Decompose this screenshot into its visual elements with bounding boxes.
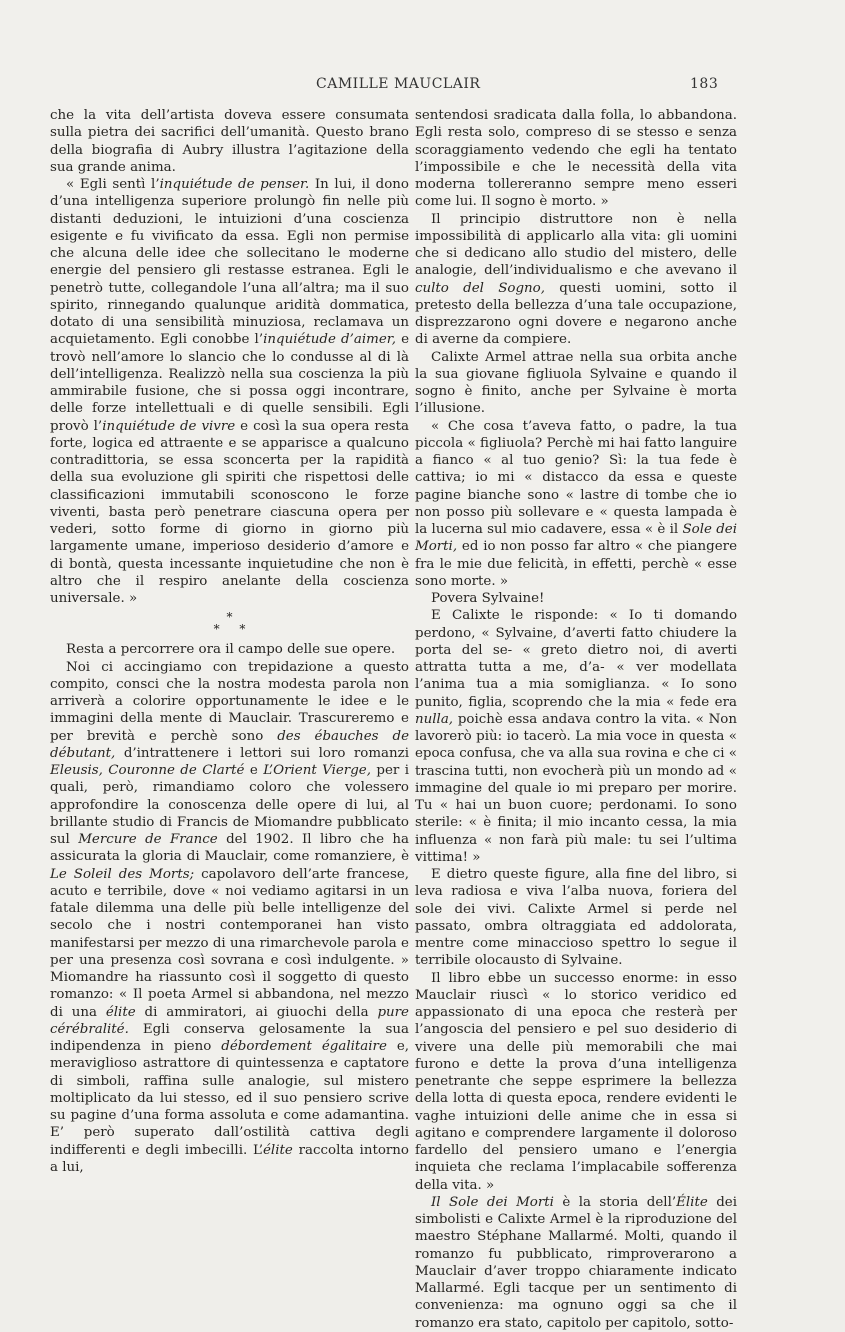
divider-star-top: * (226, 610, 233, 625)
section-divider (50, 611, 409, 635)
paragraph: Il libro ebbe un successo enorme: in esso Mauclair riuscì « lo storico veridico ed appassionato di una epoca che resterà per l’angoscia del pensiero e pel suo desiderio di vivere una delle più memorabili che mai furono e dette la prova d’una intelligenza penetrante che seppe esprimere la bellezza della lotta di questa epoca, rendere evidenti le vaghe intuizioni delle anime che in essa si agitano e comprendere largamente il doloroso fardello del pensiero umano e l’energia inquieta che reclama l’implacabile sofferenza della vita. » (415, 970, 737, 1193)
running-title: CAMILLE MAUCLAIR (316, 76, 481, 92)
divider-stars-bottom: * * (213, 622, 254, 637)
quotation: « Che cosa t’aveva fatto, o padre, la tua piccola « figliuola? Perchè mi hai fatto languire a fianco « al tuo genio? Sì: la tua fede è cattiva; io mi « distacco da essa e queste pagine bianche sono « lastre di tombe che io non posso più sollevare e « questa lampada è la lucerna sul mio cadavere, essa « è il Sole dei Morti, ed io non posso far altro « che piangere fra le mie due felicità, in effetti, perchè « esse sono morte. » (415, 418, 737, 589)
paragraph: Noi ci accingiamo con trepidazione a questo compito, consci che la nostra modesta parola non arriverà a colorire opportunamente le idee e le immagini della mente di Mauclair. Trascureremo e per brevità e perchè sono des ébauches de débutant, d’intrattenere i lettori sui loro romanzi Eleusis, Couronne de Clarté e L’Orient Vierge, per i quali, però, rimandiamo coloro che volessero approfondire la conoscenza delle opere di lui, al brillante studio di Francis de Miomandre pubblicato sul Mercure de France del 1902. Il libro che ha assicurata la gloria di Mauclair, come romanziere, è Le Soleil des Morts; capolavoro dell’arte francese, acuto e terribile, dove « noi vediamo agitarsi in un fatale dilemma una delle più belle intelligenze del secolo che i nostri contemporanei han visto manifestarsi per mezzo di una rimarchevole parola e per una presenza così sovrana e così indulgente. » Miomandre ha riassunto così il soggetto di questo romanzo: « Il poeta Armel si abbandona, nel mezzo di una élite di ammiratori, ai giuochi della pure cérébralité. Egli conserva gelosamente la sua indipendenza in pieno débordement égalitaire e, meraviglioso astrattore di quintessenza e captatore di simboli, raffina sulle analogie, sul mistero moltiplicato da lui stesso, ed il suo pensiero scrive su pagine d’una forma assoluta e come adamantina. E’ però superato dall’ostilità cattiva degli indifferenti e degli imbecilli. L’élite raccolta intorno a lui, (50, 659, 409, 1175)
page-number: 183 (690, 76, 719, 92)
paragraph: Calixte Armel attrae nella sua orbita anche la sua giovane figliuola Sylvaine e quando il sogno è finito, anche per Sylvaine è morta l’illusione. (415, 349, 737, 417)
paragraph: « Egli sentì l’inquiétude de penser. In lui, il dono d’una intelligenza superiore prolungò fin nelle più distanti deduzioni, le intuizioni d’una coscienza esigente e fu vivificato da essa. Egli non permise che alcuna delle idee che sollecitano le moderne energie del pensiero gli restasse estranea. Egli le penetrò tutte, collegandole l’una all’altra; ma il suo spirito, rinnegando qualunque aridità dommatica, dotato di una sensibilità minuziosa, reclamava un acquietamento. Egli conobbe l’inquiétude d’aimer, e trovò nell’amore lo slancio che lo condusse al di là dell’intelligenza. Realizzò nella sua coscienza la più ammirabile fusione, che si possa oggi incontrare, delle forze intellettuali e di quelle sensibili. Egli provò l’inquiétude de vivre e così la sua opera resta forte, logica ed attraente e se apparisce a qualcuno contradittoria, se essa sconcerta per la rapidità della sua evoluzione gli spiriti che rispettosi delle classificazioni immutabili sconoscono le forze viventi, basta però penetrare ciascuna opera per vederi, sotto forme di giorno in giorno più largamente umane, imperioso desiderio d’amore e di bontà, questa incessante inquietudine che non è altro che il respiro anelante della coscienza universale. » (50, 177, 409, 606)
right-column (415, 107, 737, 1332)
paragraph: E dietro queste figure, alla fine del libro, si leva radiosa e viva l’alba nuova, foriera del sole dei vivi. Calixte Armel si perde nel passato, ombra oltraggiata ed addolorata, mentre come minaccioso spettro lo segue il terribile olocausto di Sylvaine. (415, 867, 737, 969)
paragraph: Il Sole dei Morti è la storia dell’Élite dei simbolisti e Calixte Armel è la riproduzione del maestro Stéphane Mallarmé. Molti, quando il romanzo fu pubblicato, rimproverarono a Mauclair d’aver troppo chiaramente indicato Mallarmé. Egli tacque per un sentimento di convenienza: ma ognuno oggi sa che il romanzo era stato, capitolo per capitolo, sotto- (415, 1194, 737, 1331)
paragraph: Il principio distruttore non è nella impossibilità di applicarlo alla vita: gli uomini che si dedicano allo studio del mistero, delle analogie, dell’individualismo e che avevano il culto del Sogno, questi uomini, sotto il pretesto della bellezza d’una tale occupazione, disprezzarono ogni dovere e negarono anche di averne da compiere. (415, 211, 737, 348)
paragraph: Povera Sylvaine! (431, 591, 545, 606)
paragraph: sentendosi sradicata dalla folla, lo abbandona. Egli resta solo, compreso di se stesso e senza scoraggiamento vedendo che egli ha tentato l’impossibile e che le necessità della vita moderna tollereranno sempre meno esseri come lui. Il sogno è morto. » (415, 108, 737, 210)
paragraph: che la vita dell’artista doveva essere consumata sulla pietra dei sacrifici dell’umanità. Questo brano della biografia di Aubry illustra l’agitazione della sua grande anima. (50, 108, 409, 175)
quotation: E Calixte le risponde: « Io ti domando perdono, « Sylvaine, d’averti fatto chiudere la porta del se- « greto dietro noi, di averti attratta tutta a me, d’a- « ver modellata l’anima tua a mia somiglianza. « Io sono punito, figlia, scoprendo che la mia « fede era nulla, poichè essa andava contro la vita. « Non lavorerò più: io tacerò. La mia voce in questa « epoca confusa, che va alla sua rovina e che ci « trascina tutti, non evocherà più un mondo ad « immagine del quale io mi preparo per morire. Tu « hai un buon cuore; perdonami. Io sono sterile: « è finita; il mio incanto cessa, la mia influenza « non farà più male: tu sei l’ultima vittima! » (415, 608, 737, 865)
left-column (50, 107, 409, 1176)
paragraph: Resta a percorrere ora il campo delle sue opere. (66, 642, 396, 658)
